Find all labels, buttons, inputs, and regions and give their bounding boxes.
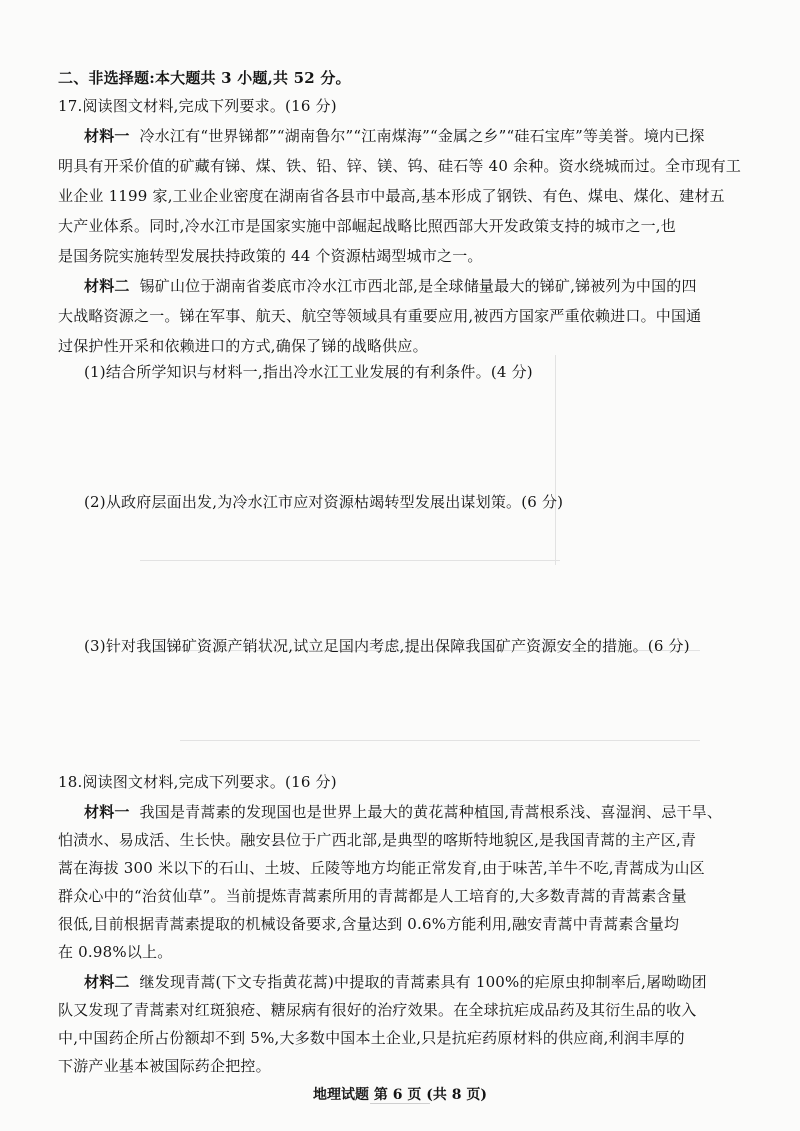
q17-material1-line-2: 明具有开采价值的矿藏有锑、煤、铁、铅、锌、镁、钨、硅石等 40 余种。资水绕城而过。全市现有工 (58, 157, 742, 175)
footer-divider (370, 1103, 430, 1104)
q17-material1-line-1: 材料一 冷水江有“世界锑都”“湖南鲁尔”“江南煤海”“金属之乡”“硅石宝库”等美誉。境内已探 (84, 127, 705, 145)
q17-material1-line-3: 业企业 1199 家,工业企业密度在湖南省各县市中最高,基本形成了钢铁、有色、煤电、煤化、建材五 (58, 187, 725, 205)
q17-material1-label: 材料一 (84, 127, 130, 145)
q17-material2-line-2: 大战略资源之一。锑在军事、航天、航空等领域具有重要应用,被西方国家严重依赖进口。中国通 (58, 307, 702, 325)
section-heading: 二、非选择题:本大题共 3 小题,共 52 分。 (58, 69, 351, 87)
bleed-through-line (555, 355, 556, 565)
q18-material2-line-4: 下游产业基本被国际药企把控。 (58, 1057, 271, 1075)
q18-material1-line-2: 怕渍水、易成活、生长快。融安县位于广西北部,是典型的喀斯特地貌区,是我国青蒿的主产区,青 (58, 831, 697, 849)
q18-material2-label: 材料二 (84, 973, 130, 991)
q17-title: 17.阅读图文材料,完成下列要求。(16 分) (58, 97, 337, 115)
q17-question-2: (2)从政府层面出发,为冷水江市应对资源枯竭转型发展出谋划策。(6 分) (84, 493, 564, 511)
q17-question-1: (1)结合所学知识与材料一,指出冷水江工业发展的有利条件。(4 分) (84, 363, 533, 381)
q18-material1-line-4: 群众心中的“治贫仙草”。当前提炼青蒿素所用的青蒿都是人工培育的,大多数青蒿的青蒿素含量 (58, 887, 687, 905)
q18-material2-line-1: 材料二 继发现青蒿(下文专指黄花蒿)中提取的青蒿素具有 100%的疟原虫抑制率后,屠呦呦团 (84, 973, 707, 991)
q17-question-3: (3)针对我国锑矿资源产销状况,试立足国内考虑,提出保障我国矿产资源安全的措施。(6 分) (84, 637, 690, 655)
page-footer: 地理试题 第 6 页 (共 8 页) (313, 1087, 487, 1103)
q18-material1-line-5: 很低,目前根据青蒿素提取的机械设备要求,含量达到 0.6%方能利用,融安青蒿中青蒿素含量均 (58, 915, 680, 933)
bleed-through-line (140, 560, 560, 561)
q18-title: 18.阅读图文材料,完成下列要求。(16 分) (58, 773, 337, 791)
q17-material2-label: 材料二 (84, 277, 130, 295)
q18-material1-line-1: 材料一 我国是青蒿素的发现国也是世界上最大的黄花蒿种植国,青蒿根系浅、喜湿润、忌干旱、 (84, 803, 723, 821)
q18-material2-line-3: 中,中国药企所占份额却不到 5%,大多数中国本土企业,只是抗疟药原材料的供应商,利润丰厚的 (58, 1029, 685, 1047)
q18-material1-label: 材料一 (84, 803, 130, 821)
q17-material2-line-1: 材料二 锡矿山位于湖南省娄底市冷水江市西北部,是全球储量最大的锑矿,锑被列为中国的四 (84, 277, 697, 295)
q17-material2-line-3: 过保护性开采和依赖进口的方式,确保了锑的战略供应。 (58, 337, 428, 355)
q17-material1-line-5: 是国务院实施转型发展扶持政策的 44 个资源枯竭型城市之一。 (58, 247, 483, 265)
q18-material1-line-3: 蒿在海拔 300 米以下的石山、土坡、丘陵等地方均能正常发育,由于味苦,羊牛不吃,青蒿成为山区 (58, 859, 705, 877)
q18-material1-line-6: 在 0.98%以上。 (58, 943, 173, 961)
q18-material2-line-2: 队又发现了青蒿素对红斑狼疮、糖尿病有很好的治疗效果。在全球抗疟成品药及其衍生品的收入 (58, 1001, 697, 1019)
bleed-through-line (180, 740, 700, 741)
q17-material1-line-4: 大产业体系。同时,冷水江市是国家实施中部崛起战略比照西部大开发政策支持的城市之一,也 (58, 217, 676, 235)
